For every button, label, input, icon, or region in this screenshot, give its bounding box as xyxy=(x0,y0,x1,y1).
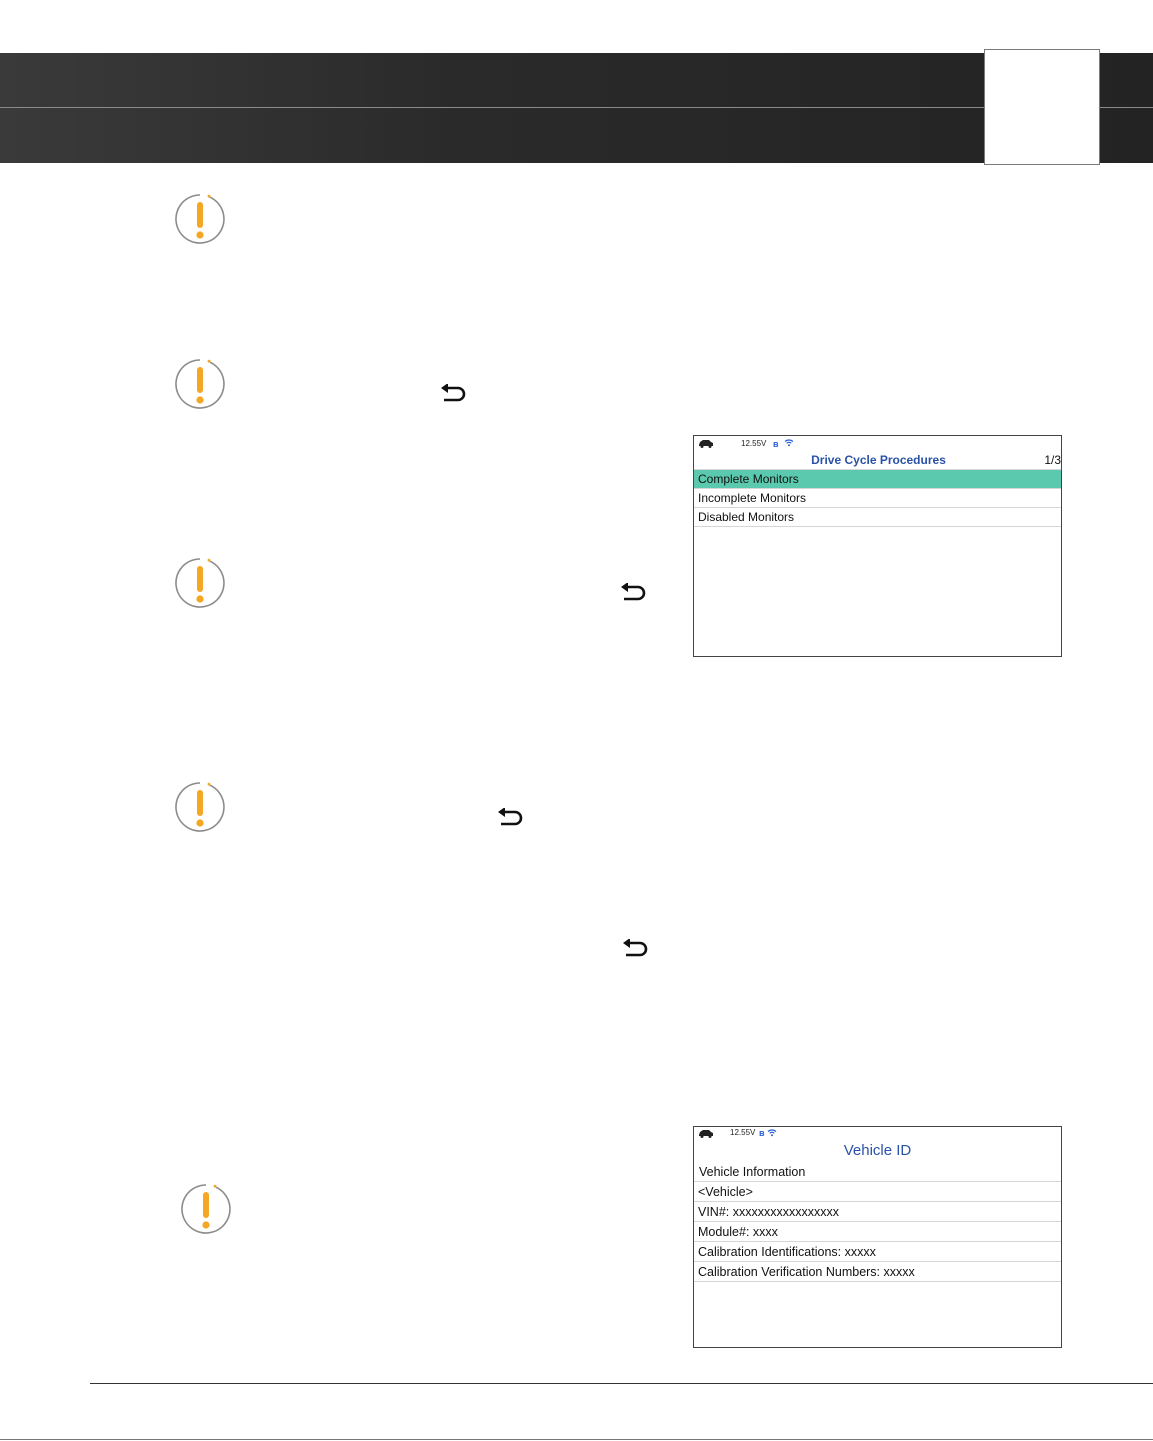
exclamation-note-icon xyxy=(174,193,226,245)
wifi-icon xyxy=(767,1128,777,1137)
back-arrow-icon xyxy=(622,939,648,959)
voltage-reading: 12.55V xyxy=(730,1128,756,1137)
exclamation-note-icon xyxy=(174,358,226,410)
screen-title: Drive Cycle Procedures xyxy=(811,453,946,467)
exclamation-note-icon xyxy=(180,1183,232,1235)
drive-cycle-screen xyxy=(693,435,1062,657)
menu-item-incomplete-monitors[interactable]: Incomplete Monitors xyxy=(694,489,1061,508)
chapter-tab-box xyxy=(984,49,1100,165)
page-indicator: 1/3 xyxy=(1044,453,1061,467)
car-icon xyxy=(698,439,714,448)
info-row-vin: VIN#: xxxxxxxxxxxxxxxxx xyxy=(694,1202,1061,1222)
footer-divider xyxy=(90,1383,1153,1384)
header-divider xyxy=(0,107,1153,108)
vehicle-id-screen xyxy=(693,1126,1062,1348)
info-row-vehicle-information: Vehicle Information xyxy=(694,1162,1061,1182)
screen-title: Vehicle ID xyxy=(843,1142,912,1159)
back-arrow-icon xyxy=(620,583,646,603)
exclamation-note-icon xyxy=(174,557,226,609)
exclamation-note-icon xyxy=(174,781,226,833)
header-band xyxy=(0,53,1153,163)
car-icon xyxy=(698,1129,714,1138)
info-row-module: Module#: xxxx xyxy=(694,1222,1061,1242)
info-row-calibration-ids: Calibration Identifications: xxxxx xyxy=(694,1242,1061,1262)
info-row-vehicle: <Vehicle> xyxy=(694,1182,1061,1202)
back-arrow-icon xyxy=(440,384,466,404)
status-bar xyxy=(694,1127,1061,1139)
menu-item-disabled-monitors[interactable]: Disabled Monitors xyxy=(694,508,1061,527)
info-row-calibration-verification: Calibration Verification Numbers: xxxxx xyxy=(694,1262,1061,1282)
back-arrow-icon xyxy=(497,808,523,828)
wifi-icon xyxy=(784,438,794,447)
voltage-reading: 12.55V xyxy=(741,439,767,448)
status-bar xyxy=(694,436,1061,452)
bluetooth-icon: ʙ xyxy=(759,1128,765,1138)
screen-header xyxy=(694,452,1061,470)
page-bottom-line xyxy=(0,1439,1153,1440)
bluetooth-icon: ʙ xyxy=(773,439,779,449)
menu-item-complete-monitors[interactable]: Complete Monitors xyxy=(694,470,1061,489)
